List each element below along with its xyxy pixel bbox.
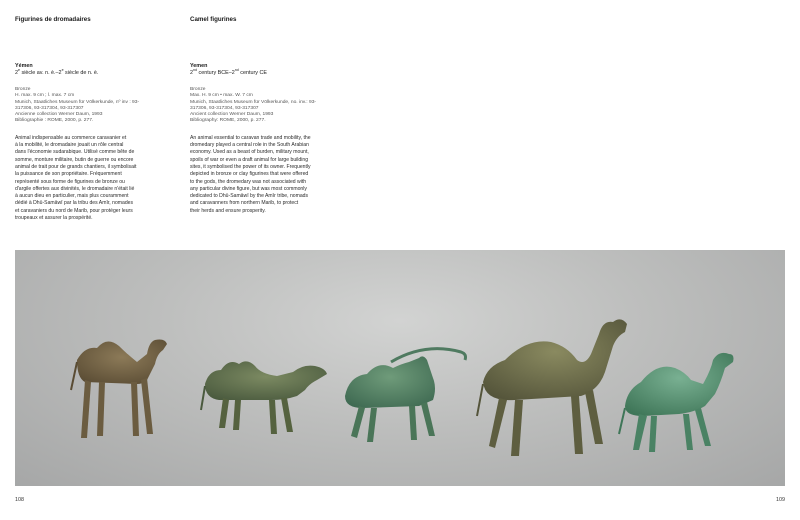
- body-line: représenté sous forme de figurines de bronze ou: [15, 178, 125, 185]
- meta-line: Bibliographie : ROME, 2000, p. 277.: [15, 118, 94, 124]
- meta-line: Max. H. 9 cm • max. W. 7 cm: [190, 93, 253, 99]
- english-column: [190, 16, 342, 215]
- french-meta: [15, 87, 167, 125]
- body-line: economy. Used as a beast of burden, military mount,: [190, 149, 309, 156]
- camel-figurine-5: [619, 353, 734, 452]
- meta-line: 317306, 93-317304, 93-317307: [15, 105, 84, 111]
- figurines-illustration: [15, 250, 785, 486]
- body-line: animal de trait pour de grands chantiers, il symbolisait: [15, 163, 137, 170]
- meta-line: Munich, Staatliches Museum für Völkerkunde, nº inv : 93-: [15, 99, 140, 105]
- body-line: their herds and ensure prosperity.: [190, 207, 266, 214]
- french-body: [15, 135, 167, 223]
- body-line: Animal indispensable au commerce caravanier et: [15, 134, 127, 141]
- english-origin: [190, 63, 342, 77]
- body-line: dromedary played a central role in the South Arabian: [190, 142, 309, 149]
- body-line: sites, it symbolised the power of its owner. Frequently: [190, 163, 311, 170]
- english-origin-place: Yemen: [190, 63, 208, 69]
- meta-line: Ancienne collection Werner Daum, 1993: [15, 112, 103, 118]
- english-title: Camel figurines: [190, 16, 237, 23]
- camel-figurines-photo: [15, 250, 785, 486]
- meta-line: H. max. 9 cm ; l. max. 7 cm: [15, 93, 75, 99]
- meta-line: Bibliography: ROME, 2000, p. 277.: [190, 118, 266, 124]
- body-line: somme, monture militaire, butin de guerre ou encore: [15, 156, 134, 163]
- english-origin-date: 2nd century BCE–2nd century CE: [190, 68, 267, 76]
- body-line: dédié à Dhū-Samāwī par la tribu des Amīr, nomades: [15, 200, 134, 207]
- body-line: la puissance de son propriétaire. Fréquemment: [15, 171, 122, 178]
- camel-figurine-4: [477, 319, 627, 456]
- french-origin-date: 2e siècle av. n. è.–2e siècle de n. è.: [15, 68, 99, 76]
- meta-line: 317306, 93-317304, 93-317307: [190, 105, 259, 111]
- french-column: [15, 16, 167, 222]
- french-origin-place: Yémen: [15, 63, 33, 69]
- english-meta: [190, 87, 342, 125]
- camel-figurine-3: [345, 349, 466, 442]
- body-line: à la mobilité, le dromadaire jouait un rôle central: [15, 142, 124, 149]
- french-title: Figurines de dromadaires: [15, 16, 91, 23]
- meta-line: Munich, Staatliches Museum für Völkerkunde, no. inv.: 93-: [190, 99, 317, 105]
- page-number-left: 108: [15, 497, 24, 503]
- french-origin: [15, 63, 167, 77]
- body-line: à aucun dieu en particulier, mais plus couramment: [15, 193, 129, 200]
- body-line: depicted in bronze or clay figurines that were offered: [190, 171, 309, 178]
- body-line: any particular divine figure, but was most commonly: [190, 185, 307, 192]
- meta-line: Bronze: [15, 87, 31, 92]
- camel-figurine-1: [71, 340, 167, 439]
- english-body: [190, 135, 342, 215]
- meta-line: Ancient collection Werner Daum, 1993: [190, 112, 274, 118]
- body-line: to the gods, the dromedary was not associated with: [190, 178, 307, 185]
- camel-figurine-2: [201, 361, 327, 434]
- body-line: and caravanners from northern Marib, to protect: [190, 200, 299, 207]
- meta-line: Bronze: [190, 87, 206, 92]
- body-line: troupeaux et assurer la prospérité.: [15, 215, 93, 222]
- body-line: d'argile offertes aux divinités, le dromadaire n'était lié: [15, 185, 135, 192]
- body-line: dedicated to Dhū-Samāwī by the Amīr tribe, nomads: [190, 193, 309, 200]
- body-line: dans l'économie sudarabique. Utilisé comme bête de: [15, 149, 135, 156]
- page-number-right: 109: [776, 497, 785, 503]
- body-line: et caravaniers du nord de Marib, pour protéger leurs: [15, 207, 133, 214]
- body-line: spoils of war or even a draft animal for large building: [190, 156, 309, 163]
- body-line: An animal essential to caravan trade and mobility, the: [190, 134, 311, 141]
